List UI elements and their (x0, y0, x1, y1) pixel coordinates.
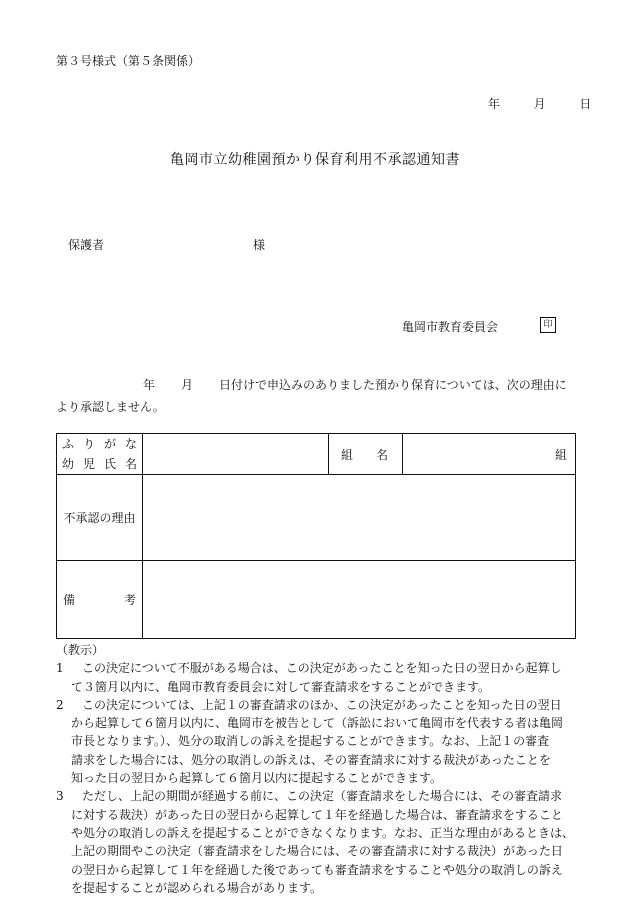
instruction-notes (56, 641, 586, 897)
remarks-field[interactable] (143, 561, 576, 639)
note-line: 上記の期間やこの決定（審査請求をした場合には、その審査請求に対する裁決）があった日 (71, 844, 563, 859)
note-line: を提起することが認められる場合があります。 (71, 880, 323, 895)
body-line-1 (143, 376, 567, 393)
note-number: 2 (56, 697, 64, 712)
date-day: 日 (579, 97, 592, 111)
form-number: 第３号様式（第５条関係） (56, 54, 201, 68)
date-month: 月 (533, 97, 546, 111)
child-name-label-cell (57, 434, 143, 475)
note-line: の翌日から起算して１年を経過した後であっても審査請求をすることや処分の取消しの訴え (71, 862, 563, 877)
remarks-row (57, 561, 576, 639)
note-item-2 (56, 696, 586, 787)
remarks-label: 備考 (57, 561, 143, 639)
note-text (70, 787, 586, 897)
issuer-name: 亀岡市教育委員会 (402, 320, 499, 334)
note-number: 1 (56, 661, 64, 676)
note-line: 請求をした場合には、処分の取消しの訴えは、その審査請求に対する裁決があったことを (71, 752, 551, 767)
class-suffix: 組 (554, 447, 567, 462)
reason-field[interactable] (143, 475, 576, 561)
date-year: 年 (488, 97, 501, 111)
note-item-1 (56, 659, 586, 696)
note-line: や処分の取消しの訴えを提起することができなくなります。なお、正当な理由があるときは、 (71, 825, 575, 840)
note-text (70, 696, 586, 787)
body-year: 年 (143, 378, 156, 392)
body-text-rest: 日付けで申込みのありました預かり保育については、次の理由に (219, 378, 567, 392)
note-text (70, 659, 586, 696)
child-name-field[interactable] (143, 434, 329, 475)
body-month: 月 (181, 378, 194, 392)
notes-heading: （教示） (56, 643, 105, 657)
note-item-3 (56, 787, 586, 897)
body-line-2: より承認しません。 (56, 400, 165, 414)
note-number: 3 (56, 789, 64, 804)
form-table (56, 433, 576, 639)
class-label: 組名 (329, 434, 403, 475)
document-title: 亀岡市立幼稚園預かり保育利用不承認通知書 (170, 152, 460, 168)
furigana-label: ふりがな (62, 437, 137, 451)
note-line: て３箇月以内に、亀岡市教育委員会に対して審査請求をすることができます。 (71, 679, 491, 694)
note-line: に対する裁決）があった日の翌日から起算して１年を経過した場合は、審査請求をすること (71, 807, 563, 822)
reason-label: 不承認の理由 (57, 475, 143, 561)
note-line: から起算して６箇月以内に、亀岡市を被告として（訴訟において亀岡市を代表する者は亀岡 (71, 716, 564, 731)
date-line (488, 95, 591, 112)
guardian-label: 保護者 (68, 238, 105, 252)
note-line: この決定については、上記１の審査請求のほか、この決定があったことを知った日の翌日 (82, 697, 562, 712)
note-line: この決定について不服がある場合は、この決定があったことを知った日の翌日から起算し (82, 661, 562, 676)
reason-row (57, 475, 576, 561)
note-line: 市長となります。）、処分の取消しの訴えを提起することができます。なお、上記１の審査 (71, 734, 550, 749)
name-row (57, 434, 576, 475)
note-line: 知った日の翌日から起算して６箇月以内に提起することができます。 (71, 771, 443, 786)
honorific: 様 (253, 238, 266, 252)
seal-mark: 印 (540, 317, 556, 333)
child-name-label: 幼児氏名 (62, 457, 137, 471)
class-field[interactable] (403, 434, 576, 475)
note-line: ただし、上記の期間が経過する前に、この決定（審査請求をした場合には、その審査請求 (82, 789, 563, 804)
